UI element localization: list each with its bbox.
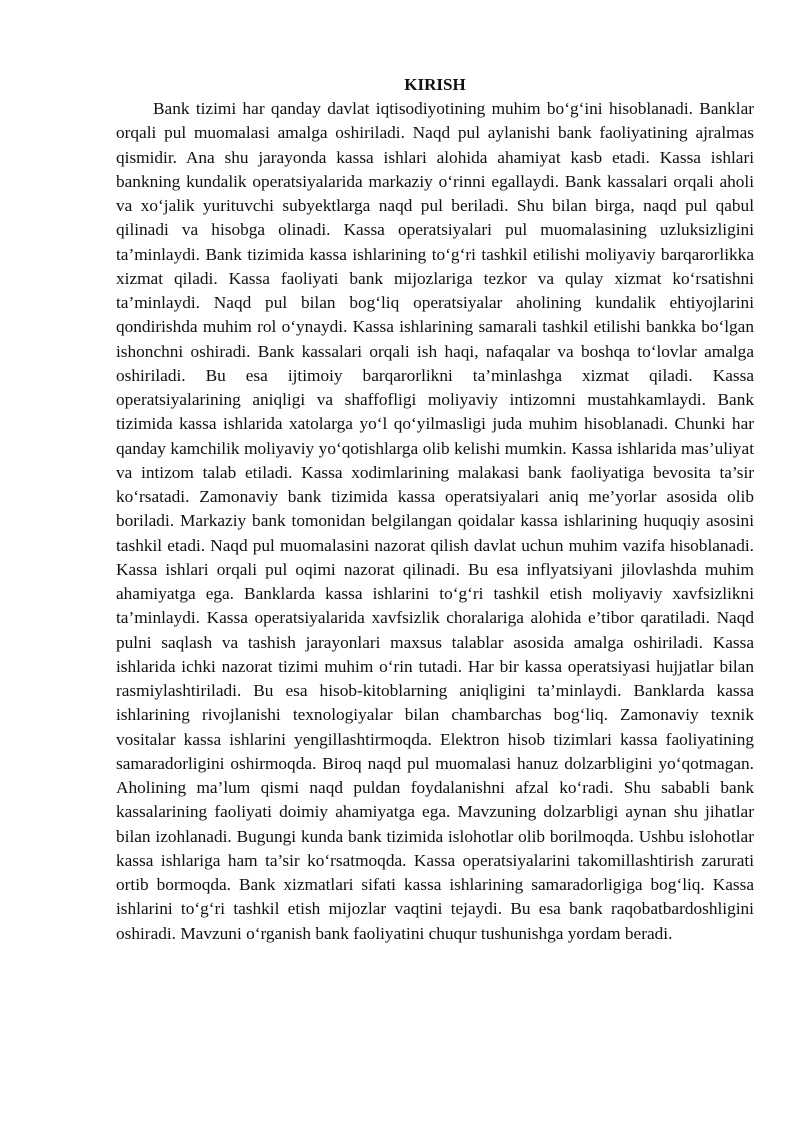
- body-paragraph: Bank tizimi har qanday davlat iqtisodiyotining muhim bo‘g‘ini hisoblanadi. Banklar orqali pul muomalasi amalga oshiriladi. Naqd pul aylanishi bank faoliyatining ajralmas qismidir. Ana shu jarayonda kassa ishlari alohida ahamiyat kasb etadi. Kassa ishlari bankning kundalik operatsiyalarida markaziy o‘rinni egallaydi. Bank kassalari orqali aholi va xo‘jalik yurituvchi subyektlarga naqd pul beriladi. Shu bilan birga, naqd pul qabul qilinadi va hisobga olinadi. Kassa operatsiyalari pul muomalasining uzluksizligini ta’minlaydi. Bank tizimida kassa ishlarining to‘g‘ri tashkil etilishi moliyaviy barqarorlikka xizmat qiladi. Kassa faoliyati bank mijozlariga tezkor va qulay xizmat ko‘rsatishni ta’minlaydi. Naqd pul bilan bog‘liq operatsiyalar aholining kundalik ehtiyojlarini qondirishda muhim rol o‘ynaydi. Kassa ishlarining samarali tashkil etilishi bankka bo‘lgan ishonchni oshiradi. Bank kassalari orqali ish haqi, nafaqalar va boshqa to‘lovlar amalga oshiriladi. Bu esa ijtimoiy barqarorlikni ta’minlashga xizmat qiladi. Kassa operatsiyalarining aniqligi va shaffofligi moliyaviy intizomni mustahkamlaydi. Bank tizimida kassa ishlarida xatolarga yo‘l qo‘yilmasligi juda muhim hisoblanadi. Chunki har qanday kamchilik moliyaviy yo‘qotishlarga olib kelishi mumkin. Kassa ishlarida mas’uliyat va intizom talab etiladi. Kassa xodimlarining malakasi bank faoliyatiga bevosita ta’sir ko‘rsatadi. Zamonaviy bank tizimida kassa operatsiyalari aniq me’yorlar asosida olib boriladi. Markaziy bank tomonidan belgilangan qoidalar kassa ishlarining huquqiy asosini tashkil etadi. Naqd pul muomalasini nazorat qilish davlat uchun muhim vazifa hisoblanadi. Kassa ishlari orqali pul oqimi nazorat qilinadi. Bu esa inflyatsiyani jilovlashda muhim ahamiyatga ega. Banklarda kassa ishlarini to‘g‘ri tashkil etish moliyaviy xavfsizlikni ta’minlaydi. Kassa operatsiyalarida xavfsizlik choralariga alohida e’tibor qaratiladi. Naqd pulni saqlash va tashish jarayonlari maxsus talablar asosida amalga oshiriladi. Kassa ishlarida ichki nazorat tizimi muhim o‘rin tutadi. Har bir kassa operatsiyasi hujjatlar bilan rasmiylashtiriladi. Bu esa hisob-kitoblarning aniqligini ta’minlaydi. Banklarda kassa ishlarining rivojlanishi texnologiyalar bilan chambarchas bog‘liq. Zamonaviy texnik vositalar kassa ishlarini yengillashtirmoqda. Elektron hisob tizimlari kassa faoliyatining samaradorligini oshirmoqda. Biroq naqd pul muomalasi hanuz dolzarbligini yo‘qotmagan. Aholining ma’lum qismi naqd puldan foydalanishni afzal ko‘radi. Shu sababli bank kassalarining faoliyati doimiy ahamiyatga ega. Mavzuning dolzarbligi aynan shu jihatlar bilan izohlanadi. Bugungi kunda bank tizimida islohotlar olib borilmoqda. Ushbu islohotlar kassa ishlariga ham ta’sir ko‘rsatmoqda. Kassa operatsiyalarini takomillashtirish zarurati ortib bormoqda. Bank xizmatlari sifati kassa ishlarining samaradorligiga bog‘liq. Kassa ishlarini to‘g‘ri tashkil etish mijozlar vaqtini tejaydi. Bu esa bank raqobatbardoshligini oshiradi. Mavzuni o‘rganish bank faoliyatini chuqur tushunishga yordam beradi.: [116, 99, 754, 943]
- section-heading: KIRISH: [404, 75, 466, 94]
- document-body: [116, 73, 754, 946]
